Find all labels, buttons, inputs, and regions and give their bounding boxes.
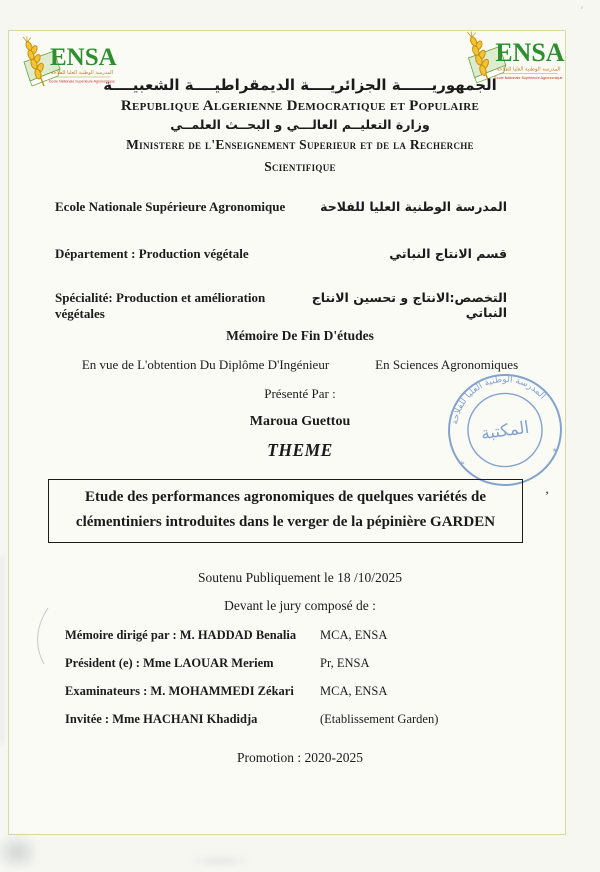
memoir-subtitle-right: En Sciences Agronomiques [375, 357, 519, 372]
document-header [40, 76, 563, 177]
jury-row-supervisor [65, 628, 505, 656]
thesis-title-box [48, 479, 523, 543]
pen-mark-top-right: ʳ [580, 3, 584, 14]
jury-list [65, 628, 505, 740]
jury-row-president [65, 656, 505, 684]
pen-scratch-left [28, 606, 62, 668]
logo-arabic-subtext: المدرسة الوطنية العليا للفلاحة [50, 70, 114, 76]
jury-row-examiner [65, 684, 505, 712]
jury-member-label: Invitée : Mme HACHANI Khadidja [65, 712, 258, 726]
memoir-subtitle-left: En vue de L'obtention Du Diplôme D'Ingénieur [81, 357, 330, 372]
jury-member-role: (Etablissement Garden) [320, 712, 439, 726]
jury-member-role: MCA, ENSA [320, 684, 388, 698]
jury-member-label: Examinateurs : M. MOHAMMEDI Zékari [65, 684, 294, 698]
ministry-title-french-line2: Scientifique [264, 158, 336, 174]
memoir-type-title: Mémoire De Fin D'études [226, 328, 374, 343]
department-arabic: قسم الانتاج النباتي [389, 246, 507, 261]
ministry-title-arabic: وزارة التعليــم العالـــي و البحــث العلمــي [170, 117, 430, 132]
logo-ensa-text: ENSA [50, 44, 117, 71]
stamp-ring-text: المدرسة الوطنية العليا للفلاحة [450, 374, 548, 426]
department-row [55, 246, 507, 262]
scan-bottom-smudge [185, 855, 255, 867]
republic-title-french: Republique Algerienne Democratique et Populaire [120, 98, 480, 114]
presented-by-label: Présenté Par : [264, 386, 336, 401]
logo-ensa-text: ENSA [495, 38, 565, 68]
jury-heading: Devant le jury composé de : [224, 598, 376, 613]
defense-date-line: Soutenu Publiquement le 18 /10/2025 [198, 570, 402, 585]
scan-corner-smudge [0, 832, 40, 872]
logo-french-subtext: Ecole Nationale Supérieure Agronomique [494, 76, 563, 81]
ink-speck: ’ [545, 488, 549, 502]
speciality-arabic: التخصص:الانتاج و تحسين الانتاج النباتي [311, 290, 507, 320]
logo-arabic-subtext: المدرسة الوطنية العليا للفلاحة [496, 66, 561, 73]
department-french: Département : Production végétale [55, 246, 249, 261]
thesis-title: Etude des performances agronomiques de quelques variétés de clémentiniers introduites dans le verger de la pépinière GARDEN [75, 489, 496, 530]
author-name: Maroua Guettou [249, 414, 351, 429]
promotion-line: Promotion : 2020-2025 [236, 750, 363, 765]
stamp-star-left: * [458, 458, 466, 472]
speciality-french: Spécialité: Production et amélioration végétales [55, 290, 266, 321]
jury-row-guest [65, 712, 505, 740]
school-name-arabic: المدرسة الوطنية العليا للفلاحة [320, 199, 507, 214]
speciality-row [55, 290, 507, 322]
republic-title-arabic: الجمهوريــــــة الجزائريــــة الديمقراطيــــة الشعبيــــة [103, 76, 497, 94]
stamp-star-right: * [551, 445, 559, 459]
theme-heading: THEME [267, 440, 333, 460]
stamp-center-text: المكتبة [479, 417, 531, 445]
jury-member-role: Pr, ENSA [320, 656, 370, 670]
school-row [55, 199, 507, 215]
jury-member-label: Président (e) : Mme LAOUAR Meriem [65, 656, 274, 670]
logo-french-subtext: Ecole Nationale Supérieure Agronomique [49, 79, 115, 84]
jury-member-label: Mémoire dirigé par : M. HADDAD Benalia [65, 628, 297, 642]
jury-member-role: MCA, ENSA [320, 628, 388, 642]
ministry-title-french-line1: Ministere de l'Enseignement Superieur et de la Recherche [126, 137, 474, 152]
school-name-french: Ecole Nationale Supérieure Agronomique [55, 199, 286, 214]
